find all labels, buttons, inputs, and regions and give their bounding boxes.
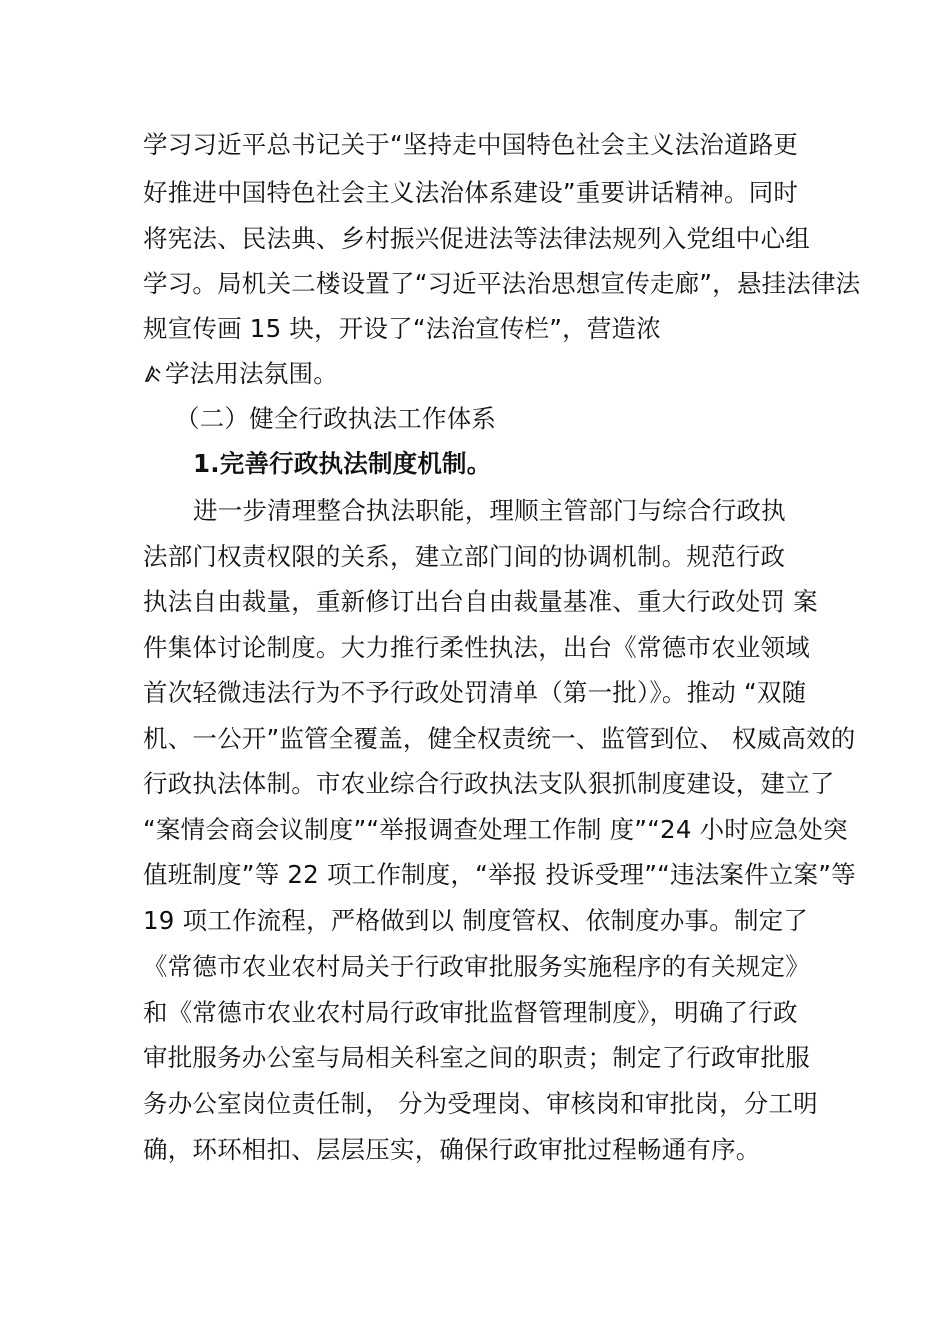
text-line-18: 19 项工作流程，严格做到以 制度管权、依制度办事。制定了 <box>143 906 809 935</box>
text-line-16: “案情会商会议制度”“举报调查处理工作制 度”“24 小时应急处突 <box>143 815 848 844</box>
text-line-6-wrapper <box>143 357 338 391</box>
text-line-11: 执法自由裁量，重新修订出台自由裁量基准、重大行政处罚 案 <box>143 587 818 616</box>
text-line-17: 值班制度”等 22 项工作制度，“举报 投诉受理”“违法案件立案”等 <box>143 860 856 889</box>
text-line-13: 首次轻微违法行为不予行政处罚清单（第一批）》。推动 “双随 <box>143 678 807 707</box>
text-line-19: 《常德市农业农村局关于行政审批服务实施程序的有关规定》 <box>143 952 810 981</box>
text-line-1: 学习习近平总书记关于“坚持走中国特色社会主义法治道路更 <box>143 130 799 159</box>
text-line-22: 务办公室岗位责任制， 分为受理岗、审核岗和审批岗，分工明 <box>143 1089 818 1118</box>
text-line-14: 机、一公开”监管全覆盖，健全权责统一、监管到位、 权威高效的 <box>143 724 856 753</box>
glyph-fragment-icon <box>143 363 163 385</box>
text-line-3: 将宪法、民法典、乡村振兴促进法等法律法规列入党组中心组 <box>143 224 810 253</box>
text-line-5: 规宣传画 15 块，开设了“法治宣传栏”，营造浓 <box>143 314 661 343</box>
text-line-23: 确，环环相扣、层层压实，确保行政审批过程畅通有序。 <box>143 1135 761 1164</box>
text-line-10: 法部门权责权限的关系，建立部门间的协调机制。规范行政 <box>143 542 786 571</box>
text-line-12: 件集体讨论制度。大力推行柔性执法，出台《常德市农业领域 <box>143 633 810 662</box>
subsection-heading: 1.完善行政执法制度机制。 <box>193 449 492 478</box>
text-line-2: 好推进中国特色社会主义法治体系建设”重要讲话精神。同时 <box>143 178 799 207</box>
section-heading: （二）健全行政执法工作体系 <box>175 404 497 433</box>
text-line-20: 和《常德市农业农村局行政审批监督管理制度》，明确了行政 <box>143 998 798 1027</box>
text-line-9: 进一步清理整合执法职能，理顺主管部门与综合行政执 <box>193 496 786 525</box>
text-line-6: 学法用法氛围。 <box>165 359 338 388</box>
text-line-21: 审批服务办公室与局相关科室之间的职责；制定了行政审批服 <box>143 1043 810 1072</box>
text-line-4: 学习。局机关二楼设置了“习近平法治思想宣传走廊”，悬挂法律法 <box>143 269 861 298</box>
text-line-15: 行政执法体制。市农业综合行政执法支队狠抓制度建设，建立了 <box>143 769 835 798</box>
